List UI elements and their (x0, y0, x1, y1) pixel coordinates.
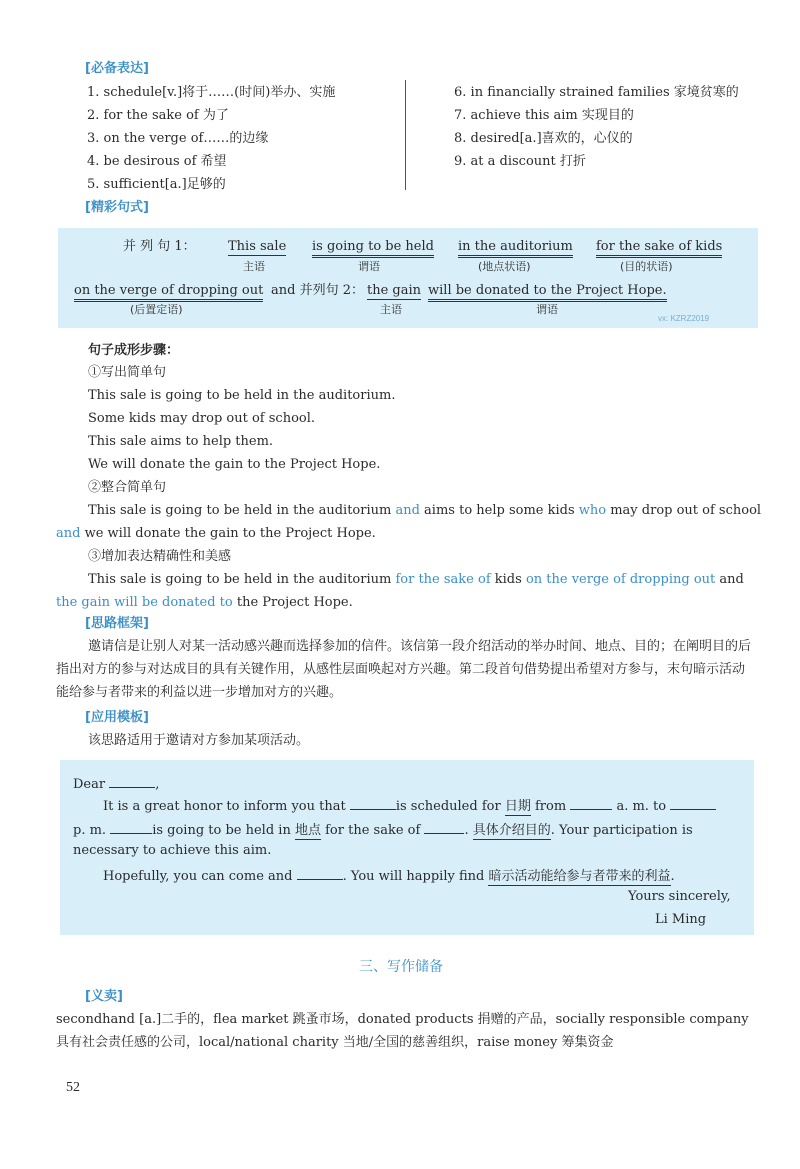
placeholder-date: 日期 (504, 799, 531, 814)
framework-header: [思路框架] (85, 616, 149, 631)
vocab-text: secondhand [a.]二手的，flea market 跳蚤市场，donated products 捐赠的产品，socially responsible company 具有社会责任感的公司，local/national charity 当地/全国的慈善组织，raise money 筹集资金 (56, 1012, 749, 1050)
combined-sentence-line2: and we will donate the gain to the Project Hope. (56, 526, 376, 541)
expression-item: 5. sufficient[a.]足够的 (87, 177, 226, 192)
connector-who: who (578, 503, 607, 518)
template-line-2: p. m. is going to be held in 地点 for the sake of . 具体介绍目的. Your participation is (73, 823, 693, 838)
pattern-role-label: 主语 (243, 260, 265, 273)
expression-item: 2. for the sake of 为了 (87, 108, 229, 123)
watermark: vx: KZRZ2019 (658, 314, 710, 323)
pattern-role-label: 主语 (380, 303, 402, 316)
pattern-role-label: (后置定语) (130, 303, 183, 316)
framework-text: 邀请信是让别人对某一活动感兴趣而选择参加的信件。该信第一段介绍活动的举办时间、地点、目的；在阐明目的后指出对方的参与对达成目的具有关键作用，从感性层面唤起对方兴趣。第二段首句借势提出希望对方参与，末句暗示活动能给参与者带来的利益以进一步增加对方的兴趣。 (56, 639, 752, 700)
connector-and: and (56, 526, 81, 541)
pattern-role-label: (地点状语) (478, 260, 531, 273)
pattern-label-2: and 并列句 2： (271, 283, 364, 298)
pattern-postmodifier: on the verge of dropping out (74, 283, 263, 302)
combined-sentence-line1: This sale is going to be held in the auditorium and aims to help some kids who may drop out of school (88, 503, 762, 518)
simple-sentence: We will donate the gain to the Project Hope. (88, 457, 381, 472)
column-divider (405, 80, 406, 190)
expression-item: 3. on the verge of……的边缘 (87, 131, 269, 146)
pattern-predicate-1: is going to be held (312, 239, 434, 258)
simple-sentence: Some kids may drop out of school. (88, 411, 316, 426)
placeholder-purpose: 具体介绍目的 (472, 823, 551, 838)
template-closing: Yours sincerely, (628, 889, 731, 904)
template-greeting: Dear , (73, 777, 160, 792)
expression-item: 1. schedule[v.]将于……(时间)举办、实施 (87, 85, 336, 100)
step-2-label: ②整合简单句 (88, 480, 167, 495)
expression-item: 8. desired[a.]喜欢的，心仪的 (454, 131, 633, 146)
pattern-label-1: 并 列 句 1： (123, 239, 196, 254)
vocab-header: [义卖] (85, 989, 123, 1004)
blank-field (109, 775, 155, 788)
template-line-1: It is a great honor to inform you that is scheduled for 日期 from a. m. to (103, 797, 716, 813)
steps-title: 句子成形步骤： (88, 343, 180, 358)
highlight-phrase: on the verge of dropping out (525, 572, 716, 587)
pattern-adverbial-place: in the auditorium (458, 239, 573, 258)
template-line-3: necessary to achieve this aim. (73, 843, 272, 858)
expression-item: 9. at a discount 打折 (454, 154, 586, 169)
polished-sentence-line1: This sale is going to be held in the auditorium for the sake of kids on the verge of dropping out and (88, 572, 744, 587)
section-title: 三、写作储备 (359, 959, 443, 975)
expression-item: 4. be desirous of 希望 (87, 154, 227, 169)
simple-sentence: This sale is going to be held in the auditorium. (88, 388, 396, 403)
step-3-label: ③增加表达精确性和美感 (88, 549, 232, 564)
pattern-subject-1: This sale (228, 239, 287, 254)
blank-field (570, 797, 612, 810)
pattern-role-label: (目的状语) (620, 260, 673, 273)
expression-item: 7. achieve this aim 实现目的 (454, 108, 634, 123)
template-line-4: Hopefully, you can come and . You will happily find 暗示活动能给参与者带来的利益. (103, 869, 675, 884)
pattern-role-label: 谓语 (358, 260, 380, 273)
pattern-predicate-2: will be donated to the Project Hope. (428, 283, 667, 302)
connector-and: and (395, 503, 420, 518)
page-number: 52 (66, 1080, 80, 1095)
pattern-role-label: 谓语 (536, 303, 558, 316)
blank-field (350, 797, 396, 810)
patterns-header: [精彩句式] (85, 200, 149, 215)
template-header: [应用模板] (85, 710, 149, 725)
highlight-phrase: for the sake of (395, 572, 491, 587)
blank-field (110, 821, 152, 834)
pattern-adverbial-purpose: for the sake of kids (596, 239, 722, 258)
expression-item: 6. in financially strained families 家境贫寒的 (454, 85, 739, 100)
placeholder-benefit: 暗示活动能给参与者带来的利益 (488, 869, 671, 884)
blank-field (670, 797, 716, 810)
step-1-label: ①写出简单句 (88, 365, 167, 380)
placeholder-place: 地点 (294, 823, 321, 838)
highlight-phrase: the gain will be donated to (56, 595, 233, 610)
template-intro: 该思路适用于邀请对方参加某项活动。 (88, 733, 310, 748)
template-signature: Li Ming (655, 912, 707, 927)
polished-sentence-line2: the gain will be donated to the Project Hope. (56, 595, 353, 610)
blank-field (297, 867, 343, 880)
simple-sentence: This sale aims to help them. (88, 434, 274, 449)
expressions-header: [必备表达] (85, 61, 149, 76)
pattern-subject-2: the gain (367, 283, 422, 298)
blank-field (424, 821, 464, 834)
